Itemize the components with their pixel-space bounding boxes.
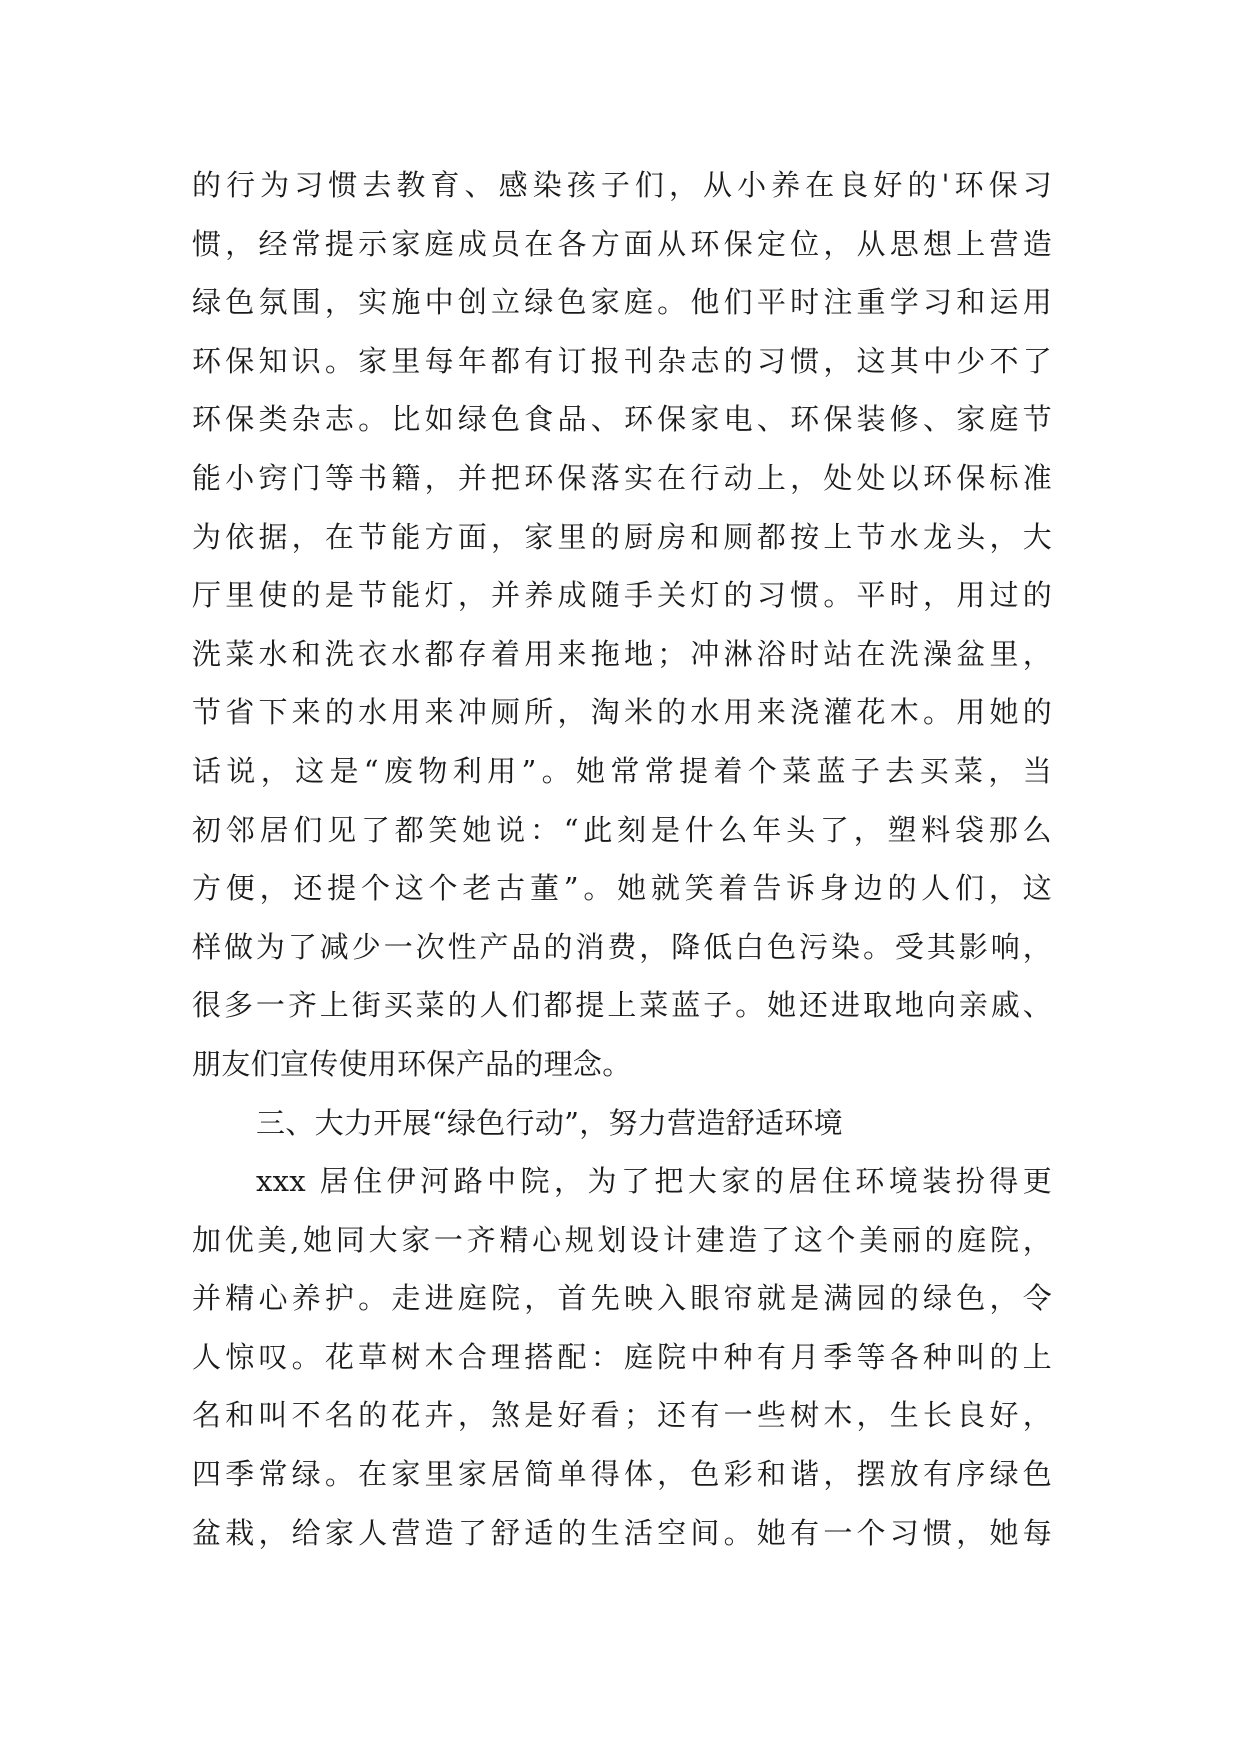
body-text-line: 并精心养护。走进庭院，首先映入眼帘就是满园的绿色，令	[192, 1281, 1052, 1316]
body-text-line: 名和叫不名的花卉，煞是好看；还有一些树木，生长良好，	[192, 1398, 1052, 1433]
body-text-line: 节省下来的水用来冲厕所，淘米的水用来浇灌花木。用她的	[192, 695, 1052, 730]
body-text-line: 方便，还提个这个老古董”。她就笑着告诉身边的人们，这	[192, 871, 1052, 906]
document-body	[192, 156, 1052, 1562]
body-text-line: 厅里使的是节能灯，并养成随手关灯的习惯。平时，用过的	[192, 578, 1052, 613]
body-text-line: 很多一齐上街买菜的人们都提上菜蓝子。她还进取地向亲戚、	[192, 988, 1052, 1023]
body-text-line: 绿色氛围，实施中创立绿色家庭。他们平时注重学习和运用	[192, 285, 1052, 320]
body-text-line: xxx 居住伊河路中院，为了把大家的居住环境装扮得更	[256, 1164, 1052, 1199]
body-text-line: 洗菜水和洗衣水都存着用来拖地；冲淋浴时站在洗澡盆里，	[192, 636, 1052, 671]
body-text-line: 环保类杂志。比如绿色食品、环保家电、环保装修、家庭节	[192, 402, 1052, 437]
body-text-line: 样做为了减少一次性产品的消费，降低白色污染。受其影响，	[192, 929, 1052, 964]
body-text-line: 惯，经常提示家庭成员在各方面从环保定位，从思想上营造	[192, 226, 1052, 261]
body-text-line: 环保知识。家里每年都有订报刊杂志的习惯，这其中少不了	[192, 343, 1052, 378]
body-text-line: 话说，这是“废物利用”。她常常提着个菜蓝子去买菜，当	[192, 753, 1052, 788]
section-heading: 三、大力开展“绿色行动”，努力营造舒适环境	[256, 1105, 843, 1140]
body-text-line: 人惊叹。花草树木合理搭配：庭院中种有月季等各种叫的上	[192, 1339, 1052, 1374]
body-text-line: 为依据，在节能方面，家里的厨房和厕都按上节水龙头，大	[192, 519, 1052, 554]
body-text-line: 的行为习惯去教育、感染孩子们，从小养在良好的'环保习	[192, 168, 1052, 202]
body-text-line: 加优美,她同大家一齐精心规划设计建造了这个美丽的庭院，	[192, 1222, 1052, 1257]
body-text-line: 朋友们宣传使用环保产品的理念。	[192, 1046, 632, 1081]
body-text-line: 盆栽，给家人营造了舒适的生活空间。她有一个习惯，她每	[192, 1515, 1052, 1550]
body-text-line: 初邻居们见了都笑她说：“此刻是什么年头了，塑料袋那么	[192, 812, 1052, 847]
body-text-line: 四季常绿。在家里家居简单得体，色彩和谐，摆放有序绿色	[192, 1457, 1052, 1492]
body-text-line: 能小窍门等书籍，并把环保落实在行动上，处处以环保标准	[192, 460, 1052, 495]
